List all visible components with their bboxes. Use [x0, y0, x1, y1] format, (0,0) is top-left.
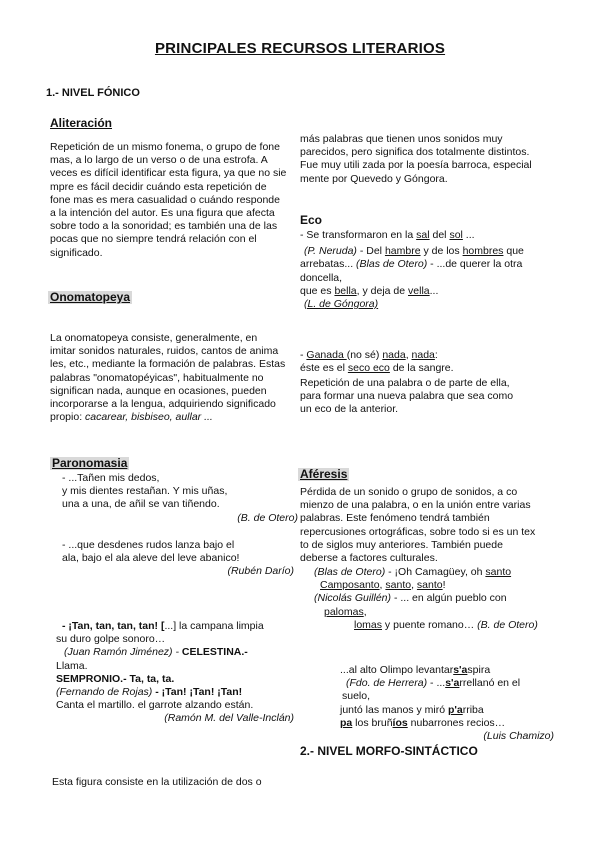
text-line: más palabras que tienen unos sonidos muy — [300, 133, 503, 145]
section-heading-nivel-fonico: 1.- NIVEL FÓNICO — [46, 87, 140, 99]
echo-word: hambre — [384, 245, 421, 258]
echo-word: pa — [340, 716, 353, 729]
text-fragment: del — [429, 229, 450, 241]
text-line: fone mas es mera casualidad o cuándo responde — [50, 193, 280, 206]
text-fragment: - ... — [427, 677, 446, 690]
text-fragment: , — [405, 349, 412, 361]
echo-word: íos — [392, 716, 408, 729]
verse-line: ala, bajo el ala aleve del leve abanico! — [62, 552, 240, 565]
eco-examples — [300, 229, 552, 311]
text-line: a la intención del autor. Es una figura que afecta — [50, 207, 275, 220]
text-line: deberse a factores culturales. — [300, 552, 438, 565]
verse-line: Llama. — [56, 659, 88, 672]
echo-word: bella — [334, 284, 357, 297]
text-line: sobre todo a la sonoridad; es también una de las — [50, 220, 278, 233]
eco-definition — [300, 377, 552, 417]
text-fragment: - ... en algún pueblo con — [391, 592, 507, 605]
text-fragment: - ¡Oh Camagüey, oh — [385, 566, 486, 578]
text-fragment: rriba — [462, 703, 484, 716]
text-fragment: y puente romano… — [382, 618, 478, 631]
aferesis-example-verse — [340, 664, 554, 743]
text-fragment: propio: — [50, 411, 86, 424]
echo-word: Ganada — [306, 349, 347, 361]
author-citation: (P. Neruda) — [304, 245, 357, 258]
echo-word: nada — [411, 349, 435, 361]
echo-word: p'a — [447, 703, 463, 716]
text-fragment: - Del — [356, 245, 385, 258]
echo-word: santo — [485, 566, 512, 578]
paronomasia-example-2 — [62, 539, 298, 579]
text-line: to de siglos muy anteriores. También puede — [300, 538, 503, 551]
text-fragment: arrebatas... — [300, 258, 357, 271]
author-citation: (Blas de Otero) — [356, 258, 428, 271]
text-line: palabras "onomatopéyicas", habitualmente no — [50, 371, 264, 384]
text-fragment: ... — [429, 284, 439, 297]
author-citation: (L. de Góngora) — [304, 298, 379, 311]
heading-eco: Eco — [300, 213, 323, 227]
text-fragment: que es — [300, 284, 335, 297]
text-fragment: , — [411, 579, 417, 592]
text-fragment: - ...de querer la otra — [427, 258, 523, 271]
verse-line: y mis dientes restañan. Y mis uñas, — [62, 485, 228, 498]
heading-paronomasia: Paronomasia — [52, 456, 128, 470]
text-fragment: nubarrones recios… — [407, 716, 506, 729]
text-line: parecidos, pero significa dos totalmente distintos. — [300, 146, 530, 159]
echo-word: santo — [385, 579, 412, 592]
echo-word: seco eco — [347, 362, 390, 375]
text-fragment: , — [379, 579, 386, 592]
text-line: Repetición de una palabra o de parte de ella, — [300, 377, 510, 389]
eco-example-2 — [300, 349, 552, 375]
text-line: significado. — [50, 246, 103, 259]
author-citation: (Blas de Otero) — [314, 566, 386, 578]
verse-line: suelo, — [342, 690, 371, 703]
text-line: Pérdida de un sonido o grupo de sonidos, a co — [300, 486, 518, 498]
text-line: palabras. Este fenómeno tendrá también — [300, 512, 490, 525]
text-line: para formar una nueva palabra que sea como — [300, 390, 514, 403]
verse-line: Canta el martillo. el garrote alzando están. — [56, 699, 254, 712]
onomatopeya-definition — [50, 332, 300, 424]
author-citation: (Nicolás Guillén) — [314, 592, 392, 605]
text-fragment: de la sangre. — [389, 362, 454, 375]
paronomasia-closing-text: Esta figura consiste en la utilización de dos o — [52, 776, 262, 788]
verse-line: - ...Tañen mis dedos, — [62, 472, 160, 484]
heading-onomatopeya: Onomatopeya — [50, 290, 131, 304]
example-words: cacarear, bisbiseo, aullar ... — [85, 411, 213, 424]
page-title: PRINCIPALES RECURSOS LITERARIOS — [154, 40, 446, 57]
paronomasia-continuation — [300, 133, 552, 186]
echo-word: sal — [416, 229, 430, 241]
text-fragment: : — [434, 349, 438, 361]
text-fragment: spira — [467, 664, 491, 676]
paronomasia-example-3 — [56, 620, 302, 726]
text-fragment: ... — [462, 229, 475, 241]
text-fragment: ! — [442, 579, 446, 592]
character-name: CELESTINA.- — [178, 646, 248, 659]
verse-line: su duro golpe sonoro… — [56, 633, 166, 646]
echo-word: hombres — [462, 245, 504, 258]
text-fragment: que — [503, 245, 524, 258]
author-citation: (Juan Ramón Jiménez) - — [64, 646, 179, 659]
text-line: incorporarse a la lengua, adquiriendo significado — [50, 398, 276, 411]
echo-word: s'a — [453, 664, 468, 676]
bold-verse: - ¡Tan, tan, tan, tan! [ — [62, 620, 165, 632]
text-line: veces es difícil identificar esta figura, ya que no sie — [50, 167, 287, 180]
text-fragment: - — [300, 349, 307, 361]
text-line: mente por Quevedo y Góngora. — [300, 172, 448, 185]
section-heading-nivel-morfosintactico: 2.- NIVEL MORFO-SINTÁCTICO — [300, 744, 478, 758]
echo-word: palomas — [324, 605, 364, 618]
text-line: pocas que no siempre tendrá relación con el — [50, 233, 257, 246]
author-citation: (Rubén Darío) — [227, 565, 294, 578]
echo-word: sol — [449, 229, 463, 241]
verse-line: una a una, de añil se van tiñendo. — [62, 498, 220, 511]
text-line: les, etc., mediante la formación de palabras. Estas — [50, 358, 286, 371]
verse-fragment: ...] la campana limpia — [164, 620, 264, 632]
heading-aliteracion: Aliteración — [50, 116, 113, 130]
author-citation: (Fdo. de Herrera) — [346, 677, 428, 690]
author-citation: (Ramón M. del Valle-Inclán) — [164, 712, 294, 725]
aferesis-examples — [314, 566, 564, 632]
text-line: Fue muy utili zada por la poesía barroca, especial — [300, 159, 532, 172]
author-citation: (Luis Chamizo) — [483, 730, 554, 743]
aferesis-definition — [300, 486, 556, 565]
text-line: La onomatopeya consiste, generalmente, en — [50, 332, 258, 344]
echo-word: nada — [382, 349, 406, 361]
text-fragment: ...al alto Olimpo levantar — [340, 664, 454, 676]
text-fragment: (no sé) — [346, 349, 383, 361]
echo-word: vella — [408, 284, 430, 297]
aliteracion-definition — [50, 141, 300, 260]
text-line: un eco de la anterior. — [300, 403, 399, 416]
author-citation: (Fernando de Rojas) — [56, 686, 153, 699]
verse-line: - ...que desdenes rudos lanza bajo el — [62, 539, 235, 551]
text-fragment: los bruñ — [352, 716, 393, 729]
author-citation: (B. de Otero) — [477, 618, 538, 631]
echo-word: lomas — [354, 618, 383, 631]
author-citation: (B. de Otero) — [237, 511, 298, 524]
bold-verse: - ¡Tan! ¡Tan! ¡Tan! — [152, 686, 243, 699]
text-fragment: éste es el — [300, 362, 348, 375]
text-line: mienzo de una palabra, o en la unión entre varias — [300, 499, 531, 512]
text-line: significan nada, aunque en ocasiones, pueden — [50, 384, 267, 397]
text-fragment: - Se transformaron en la — [300, 229, 417, 241]
echo-word: s'a — [445, 677, 460, 690]
text-fragment: , y deja de — [356, 284, 409, 297]
verse-line: doncella, — [300, 271, 343, 284]
text-fragment: , — [363, 605, 367, 618]
text-line: mas, a lo largo de un verso o de una estrofa. A — [50, 154, 268, 167]
text-line: imitar sonidos naturales, ruidos, cantos de anima — [50, 345, 279, 358]
text-fragment: y de los — [420, 245, 463, 258]
text-line: repercusiones ortográficas, sobre todo si es un tex — [300, 525, 536, 538]
paronomasia-example-1 — [62, 472, 298, 525]
character-line: SEMPRONIO.- Ta, ta, ta. — [56, 672, 175, 685]
heading-aferesis: Aféresis — [300, 467, 348, 481]
echo-word: Camposanto — [320, 579, 380, 592]
text-fragment: rrellanó en el — [459, 677, 521, 690]
text-line: Repetición de un mismo fonema, o grupo de fone — [50, 141, 280, 153]
text-line: mpre es fácil decidir cuándo esta repetición de — [50, 180, 267, 193]
echo-word: santo — [416, 579, 443, 592]
text-fragment: juntó las manos y miró — [340, 703, 448, 716]
